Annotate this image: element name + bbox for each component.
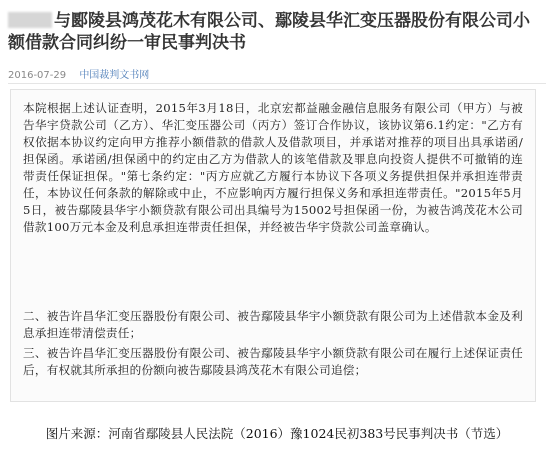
image-caption: 图片来源：河南省鄢陵县人民法院（2016）豫1024民初383号民事判决书（节选） — [45, 426, 509, 441]
redacted-name — [8, 12, 52, 28]
paragraph-3: 三、被告许昌华汇变压器股份有限公司、被告鄢陵县华宇小额贷款有限公司在履行上述保证责任后，有权就其所承担的份额向被告鄢陵县鸿茂花木有限公司追偿； — [23, 346, 523, 377]
title-divider — [8, 83, 546, 84]
article-source-link[interactable]: 中国裁判文书网 — [79, 70, 150, 81]
article-date: 2016-07-29 — [8, 70, 67, 81]
article-title-text: 与郾陵县鸿茂花木有限公司、鄢陵县华汇变压器股份有限公司小额借款合同纠纷一审民事判决书 — [8, 11, 530, 53]
article-title — [8, 10, 546, 54]
paragraph-1: 本院根据上述认证查明，2015年3月18日，北京宏都益融金融信息服务有限公司（甲方）与被告华宇贷款公司（乙方）、华汇变压器公司（丙方）签订合作协议，该协议第6.1约定："乙方有权依据本协议约定向甲方推荐小额借款的借款人及借款项目，并承诺对推荐的项目出具承诺函/担保函。承诺函/担保函中的约定由乙方为借款人的该笔借款及罪息向投资人提供不可撤销的连带责任保证担保。"第七条约定："丙方应就乙方履行本协议下各项义务提供担保并承担连带责任，本协议任何条款的解除或中止，不应影响丙方履行担保义务和承担连带责任。"2015年5月5日，被告鄢陵县华宇小额贷款有限公司出具编号为15002号担保函一份，为被告鸿茂花木公司借款100万元本金及利息承担连带责任担保，并经被告华宇贷款公司盖章确认。 — [23, 101, 523, 234]
article-meta — [8, 66, 149, 81]
paragraph-2: 二、被告许昌华汇变压器股份有限公司、被告鄢陵县华宇小额贷款有限公司为上述借款本金及利息承担连带清偿责任； — [23, 309, 523, 340]
judgment-excerpt — [10, 89, 536, 402]
